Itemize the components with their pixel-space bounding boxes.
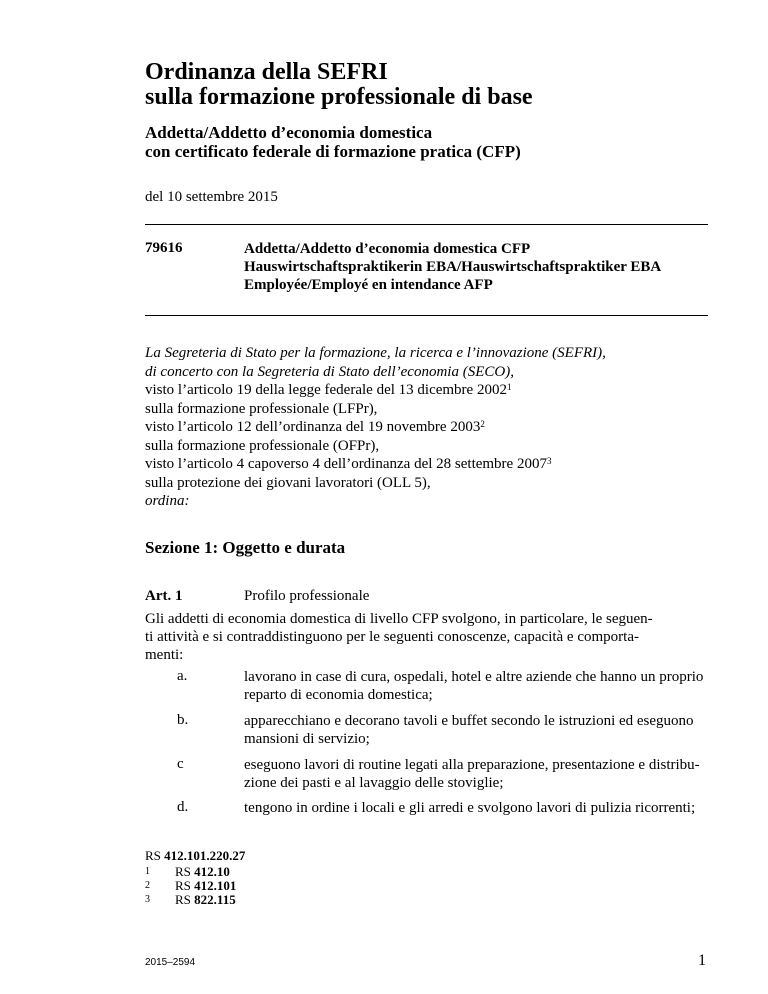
- footnote-number: 3: [145, 894, 150, 905]
- list-item-letter: b.: [177, 712, 189, 728]
- footnote-number: 2: [145, 880, 150, 891]
- publication-code: 2015–2594: [145, 957, 196, 968]
- preamble-authority-1: La Segreteria di Stato per la formazione, la ricerca e l’innovazione (SEFRI),: [145, 345, 606, 361]
- preamble-line-5: [145, 455, 705, 474]
- list-item-line: eseguono lavori di routine legati alla preparazione, presentazione e distribu-: [244, 757, 700, 773]
- intro-line-3: menti:: [145, 647, 184, 663]
- page-number: 1: [698, 952, 706, 969]
- document-subtitle: [145, 123, 521, 161]
- list-item-letter: a.: [177, 668, 188, 684]
- article-intro: [145, 610, 708, 664]
- footnote-main: [145, 848, 245, 864]
- intro-line-2: ti attività e si contraddistinguono per le seguenti conoscenze, capacità e comporta-: [145, 629, 639, 645]
- title-line-2: sulla formazione professionale di base: [145, 84, 533, 110]
- document-title: [145, 60, 533, 110]
- preamble-line-5-text: visto l’articolo 4 capoverso 4 dell’ordinanza del 28 settembre 2007: [145, 456, 547, 472]
- footnote-prefix: RS: [175, 892, 195, 907]
- footnote-ref: 412.10: [194, 864, 230, 879]
- preamble-line-1: [145, 381, 705, 400]
- preamble: [145, 344, 705, 511]
- section-heading: Sezione 1: Oggetto e durata: [145, 538, 346, 557]
- intro-line-1: Gli addetti di economia domestica di livello CFP svolgono, in particolare, le seguen-: [145, 611, 653, 627]
- sr-title-it: Addetta/Addetto d’economia domestica CFP: [244, 241, 531, 257]
- divider-top: [145, 224, 708, 225]
- footnote-ref-1: 1: [506, 382, 512, 392]
- list-item: [244, 668, 708, 704]
- list-item: [244, 712, 708, 748]
- sr-number: 79616: [145, 240, 183, 256]
- article-number: Art. 1: [145, 588, 183, 604]
- list-item: [244, 756, 708, 792]
- title-line-1: Ordinanza della SEFRI: [145, 59, 388, 85]
- list-item-line: mansioni di servizio;: [244, 731, 370, 747]
- sr-title-fr: Employée/Employé en intendance AFP: [244, 277, 493, 293]
- preamble-ordina: ordina:: [145, 493, 190, 509]
- subtitle-line-1: Addetta/Addetto d’economia domestica: [145, 123, 433, 142]
- footnote-ref: 822.115: [194, 892, 236, 907]
- footnote-ref: 412.101: [194, 878, 237, 893]
- footnote-ref-2: 2: [480, 419, 485, 429]
- sr-titles: [244, 240, 661, 294]
- subtitle-line-2: con certificato federale di formazione pratica (CFP): [145, 142, 521, 161]
- divider-bottom: [145, 315, 708, 316]
- article-title: Profilo professionale: [244, 588, 370, 604]
- preamble-line-4: sulla formazione professionale (OFPr),: [145, 437, 380, 454]
- document-date: del 10 settembre 2015: [145, 189, 278, 205]
- footnote-number: 1: [145, 866, 150, 877]
- preamble-line-1-text: visto l’articolo 19 della legge federale del 13 dicembre 2002: [145, 382, 507, 398]
- list-item-letter: d.: [177, 799, 189, 815]
- list-item-line: tengono in ordine i locali e gli arredi e svolgono lavori di pulizia ricorrenti;: [244, 800, 696, 816]
- preamble-line-3: [145, 418, 705, 437]
- preamble-authority-2: di concerto con la Segreteria di Stato dell’economia (SECO),: [145, 363, 514, 380]
- footnote-prefix: RS: [175, 878, 195, 893]
- footnote-prefix: RS: [175, 864, 195, 879]
- list-item-line: lavorano in case di cura, ospedali, hotel e altre aziende che hanno un proprio: [244, 669, 704, 685]
- footnote-ref-3: 3: [546, 456, 552, 466]
- footnote: [175, 892, 236, 908]
- preamble-line-3-text: visto l’articolo 12 dell’ordinanza del 19 novembre 2003: [145, 419, 481, 435]
- preamble-line-6: sulla protezione dei giovani lavoratori (OLL 5),: [145, 474, 431, 491]
- list-item-letter: c: [177, 756, 184, 772]
- list-item-line: reparto di economia domestica;: [244, 687, 433, 703]
- sr-title-de: Hauswirtschaftspraktikerin EBA/Hauswirtschaftspraktiker EBA: [244, 259, 662, 275]
- list-item-line: zione dei pasti e al lavaggio delle stoviglie;: [244, 775, 504, 791]
- list-item-line: apparecchiano e decorano tavoli e buffet secondo le istruzioni ed eseguono: [244, 713, 694, 729]
- list-item: [244, 799, 708, 817]
- footnote-prefix: RS: [145, 848, 165, 863]
- footnote-ref: 412.101.220.27: [164, 848, 246, 863]
- preamble-line-2: sulla formazione professionale (LFPr),: [145, 400, 378, 417]
